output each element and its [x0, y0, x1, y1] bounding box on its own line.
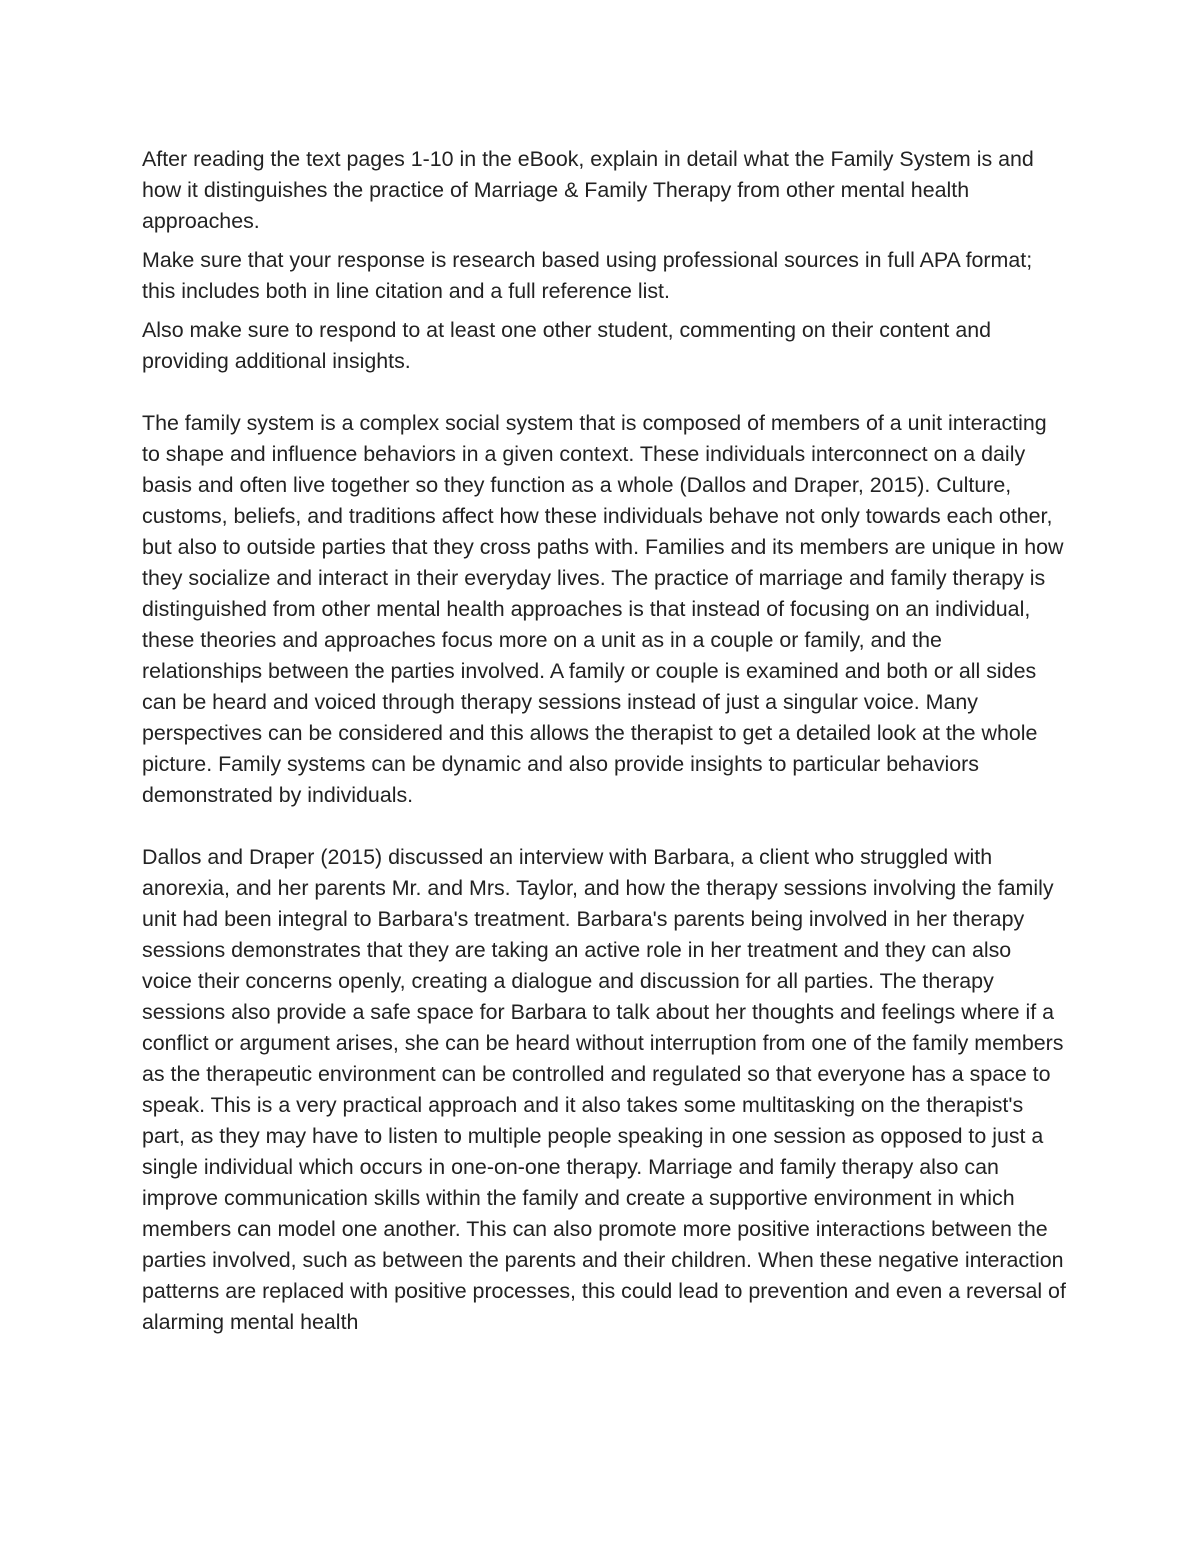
document-body: [142, 144, 1067, 1338]
assignment-prompt: [142, 144, 1067, 377]
prompt-paragraph-2: Make sure that your response is research based using professional sources in full APA format; this includes both in line citation and a full reference list.: [142, 248, 1033, 303]
prompt-paragraph-1: After reading the text pages 1-10 in the eBook, explain in detail what the Family System is and how it distinguishes the practice of Marriage & Family Therapy from other mental health approaches.: [142, 147, 1034, 233]
student-response: [142, 408, 1067, 1338]
prompt-paragraph-3: Also make sure to respond to at least one other student, commenting on their content and providing additional insights.: [142, 318, 992, 373]
response-paragraph-2: Dallos and Draper (2015) discussed an interview with Barbara, a client who struggled with anorexia, and her parents Mr. and Mrs. Taylor, and how the therapy sessions involving the family unit had been integral to Barbara's treatment. Barbara's parents being involved in her therapy sessions demonstrates that they are taking an active role in her treatment and they can also voice their concerns openly, creating a dialogue and discussion for all parties. The therapy sessions also provide a safe space for Barbara to talk about her thoughts and feelings where if a conflict or argument arises, she can be heard without interruption from one of the family members as the therapeutic environment can be controlled and regulated so that everyone has a space to speak. This is a very practical approach and it also takes some multitasking on the therapist's part, as they may have to listen to multiple people speaking in one session as opposed to just a single individual which occurs in one-on-one therapy. Marriage and family therapy also can improve communication skills within the family and create a supportive environment in which members can model one another. This can also promote more positive interactions between the parties involved, such as between the parents and their children. When these negative interaction patterns are replaced with positive processes, this could lead to prevention and even a reversal of alarming mental health: [142, 845, 1066, 1334]
response-paragraph-1: The family system is a complex social system that is composed of members of a unit interacting to shape and influence behaviors in a given context. These individuals interconnect on a daily basis and often live together so they function as a whole (Dallos and Draper, 2015). Culture, customs, beliefs, and traditions affect how these individuals behave not only towards each other, but also to outside parties that they cross paths with. Families and its members are unique in how they socialize and interact in their everyday lives. The practice of marriage and family therapy is distinguished from other mental health approaches is that instead of focusing on an individual, these theories and approaches focus more on a unit as in a couple or family, and the relationships between the parties involved. A family or couple is examined and both or all sides can be heard and voiced through therapy sessions instead of just a singular voice. Many perspectives can be considered and this allows the therapist to get a detailed look at the whole picture. Family systems can be dynamic and also provide insights to particular behaviors demonstrated by individuals.: [142, 411, 1064, 807]
